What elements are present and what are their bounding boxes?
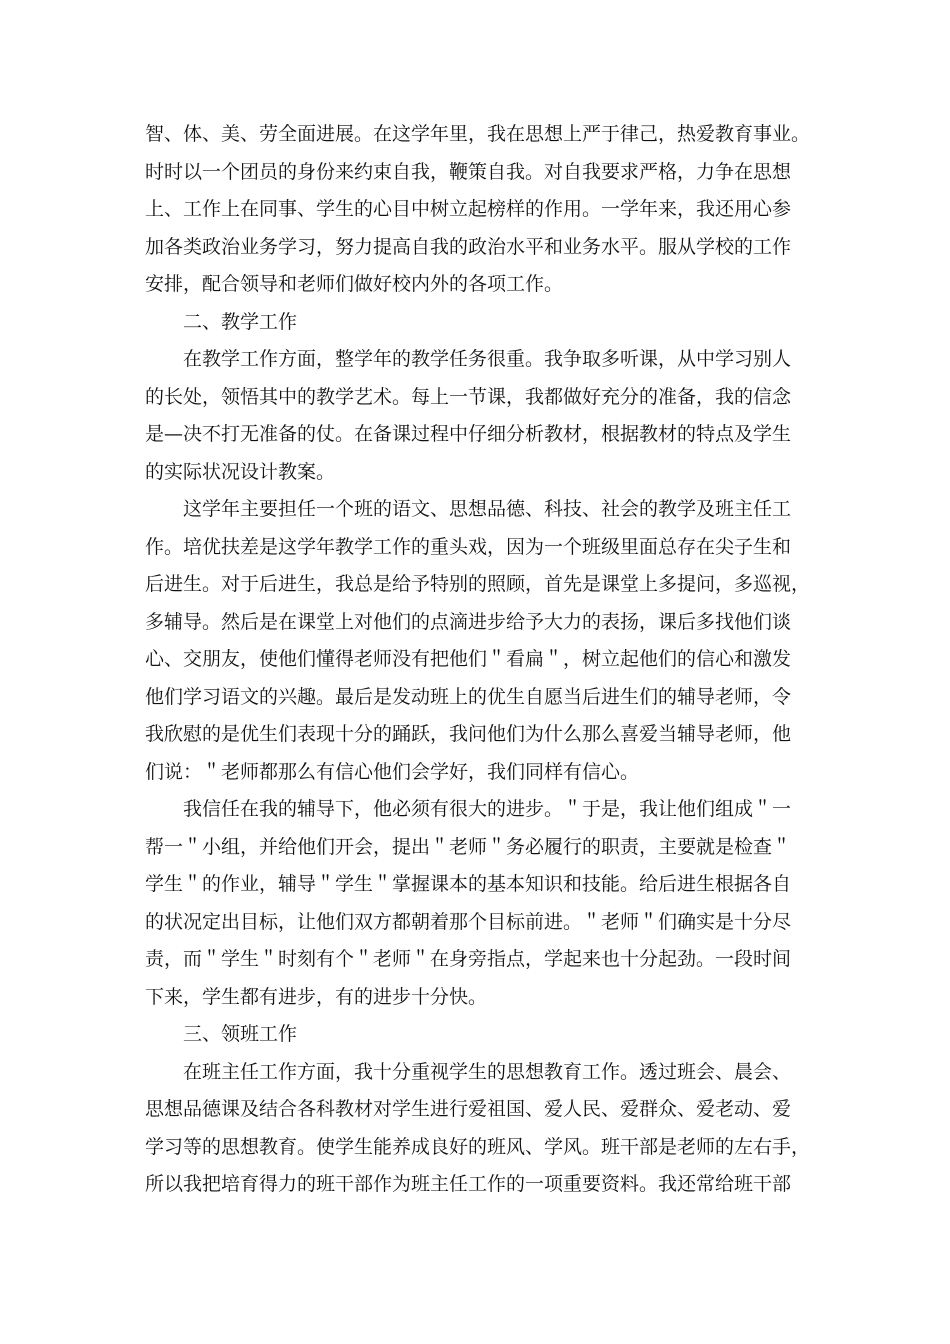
text-line: 这学年主要担任一个班的语文、思想品德、科技、社会的教学及班主任工 (183, 498, 792, 520)
text-line: 的长处，领悟其中的教学艺术。每上一节课，我都做好充分的准备，我的信念 (145, 385, 792, 408)
text-line: 加各类政治业务学习，努力提高自我的政治水平和业务水平。服从学校的工作 (145, 235, 792, 258)
text-line: 责，而＂学生＂时刻有个＂老师＂在身旁指点，学起来也十分起劲。一段时间 (145, 948, 792, 970)
text-line: 下来，学生都有进步，有的进步十分快。 (145, 985, 488, 1008)
text-line: 是—决不打无准备的仗。在备课过程中仔细分析教材，根据教材的特点及学生 (145, 423, 792, 445)
text-line: 学习等的思想教育。使学生能养成良好的班风、学风。班干部是老师的左右手， (145, 1135, 811, 1158)
text-line: 思想品德课及结合各科教材对学生进行爱祖国、爱人民、爱群众、爱老动、爱 (145, 1098, 792, 1120)
text-line: 三、领班工作 (183, 1023, 298, 1045)
text-line: 在班主任工作方面，我十分重视学生的思想教育工作。透过班会、晨会、 (183, 1060, 792, 1083)
text-line: 智、体、美、劳全面进展。在这学年里，我在思想上严于律己，热爱教育事业。 (145, 123, 811, 145)
text-line: 我欣慰的是优生们表现十分的踊跃，我问他们为什么那么喜爱当辅导老师，他 (145, 723, 792, 745)
text-line: 学生＂的作业，辅导＂学生＂掌握课本的基本知识和技能。给后进生根据各自 (145, 873, 792, 895)
text-line: 他们学习语文的兴趣。最后是发动班上的优生自愿当后进生们的辅导老师，令 (145, 685, 792, 708)
text-line: 后进生。对于后进生，我总是给予特别的照顾，首先是课堂上多提问，多巡视， (145, 573, 811, 595)
text-line: 二、教学工作 (183, 310, 298, 333)
text-line: 多辅导。然后是在课堂上对他们的点滴进步给予大力的表扬，课后多找他们谈 (145, 610, 792, 633)
text-line: 在教学工作方面，整学年的教学任务很重。我争取多听课，从中学习别人 (183, 348, 792, 370)
text-line: 我信任在我的辅导下，他必须有很大的进步。＂于是，我让他们组成＂一 (183, 798, 792, 820)
text-line: 的实际状况设计教案。 (145, 460, 336, 483)
text-line: 帮一＂小组，并给他们开会，提出＂老师＂务必履行的职责，主要就是检查＂ (145, 835, 792, 858)
text-line: 们说：＂老师都那么有信心他们会学好，我们同样有信心。 (145, 760, 640, 783)
text-line: 作。培优扶差是这学年教学工作的重头戏，因为一个班级里面总存在尖子生和 (145, 535, 792, 558)
text-line: 的状况定出目标，让他们双方都朝着那个目标前进。＂老师＂们确实是十分尽 (145, 910, 792, 933)
text-line: 上、工作上在同事、学生的心目中树立起榜样的作用。一学年来，我还用心参 (145, 198, 792, 220)
text-line: 心、交朋友，使他们懂得老师没有把他们＂看扁＂，树立起他们的信心和激发 (145, 648, 792, 670)
text-line: 时时以一个团员的身份来约束自我，鞭策自我。对自我要求严格，力争在思想 (145, 160, 792, 183)
text-line: 安排，配合领导和老师们做好校内外的各项工作。 (145, 273, 564, 295)
document-body (145, 116, 810, 1204)
text-line: 所以我把培育得力的班干部作为班主任工作的一项重要资料。我还常给班干部 (145, 1173, 792, 1195)
